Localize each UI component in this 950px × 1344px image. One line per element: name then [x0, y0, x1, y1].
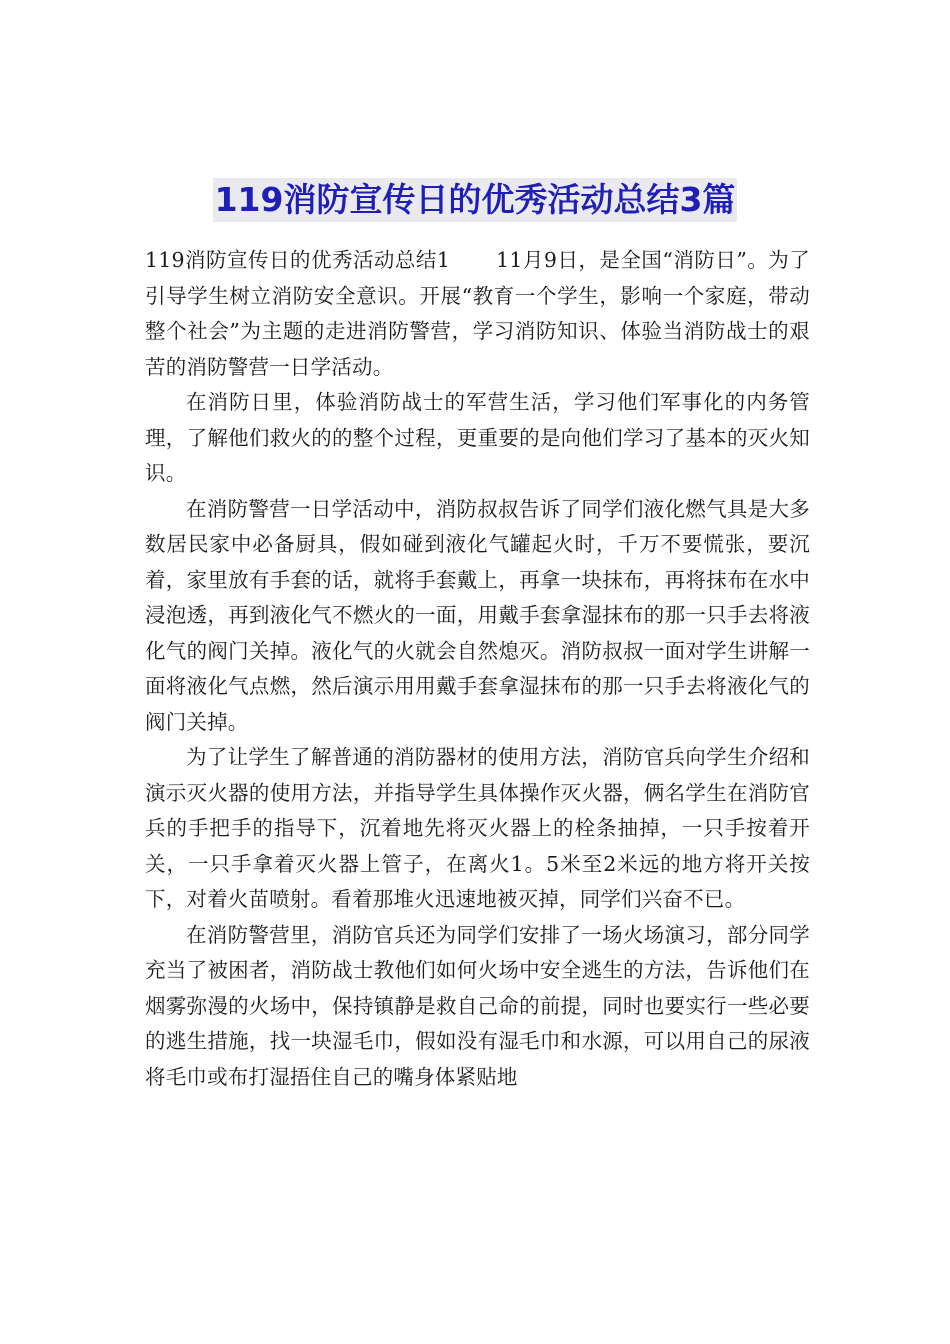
title-area	[0, 178, 950, 222]
paragraph-2: 在消防日里，体验消防战士的军营生活，学习他们军事化的内务管理，了解他们救火的的整个过程，更重要的是向他们学习了基本的灭火知识。	[145, 390, 810, 485]
paragraph-4: 为了让学生了解普通的消防器材的使用方法，消防官兵向学生介绍和演示灭火器的使用方法，并指导学生具体操作灭火器，俩名学生在消防官兵的手把手的指导下，沉着地先将灭火器上的栓条抽掉，一只手按着开关，一只手拿着灭火器上管子，在离火1。5米至2米远的地方将开关按下，对着火苗喷射。看着那堆火迅速地被灭掉，同学们兴奋不已。	[145, 745, 810, 911]
paragraph-3: 在消防警营一日学活动中，消防叔叔告诉了同学们液化燃气具是大多数居民家中必备厨具，假如碰到液化气罐起火时，千万不要慌张，要沉着，家里放有手套的话，就将手套戴上，再拿一块抹布，再将抹布在水中浸泡透，再到液化气不燃火的一面，用戴手套拿湿抹布的那一只手去将液化气的阀门关掉。液化气的火就会自然熄灭。消防叔叔一面对学生讲解一面将液化气点燃，然后演示用用戴手套拿湿抹布的那一只手去将液化气的阀门关掉。	[145, 496, 810, 734]
paragraph-1-text: 11月9日，是全国“消防日”。为了引导学生树立消防安全意识。开展“教育一个学生，影响一个家庭，带动整个社会”为主题的走进消防警营，学习消防知识、体验当消防战士的艰苦的消防警营一日学活动。	[145, 248, 810, 379]
document-title: 119消防宣传日的优秀活动总结3篇	[213, 178, 738, 222]
document-body	[145, 243, 810, 1095]
paragraph-5: 在消防警营里，消防官兵还为同学们安排了一场火场演习，部分同学充当了被困者，消防战士教他们如何火场中安全逃生的方法，告诉他们在烟雾弥漫的火场中，保持镇静是救自己命的前提，同时也要实行一些必要的逃生措施，找一块湿毛巾，假如没有湿毛巾和水源，可以用自己的尿液将毛巾或布打湿捂住自己的嘴身体紧贴地	[145, 922, 810, 1089]
section-heading: 119消防宣传日的优秀活动总结1	[145, 248, 451, 272]
paragraph-1	[145, 243, 810, 385]
